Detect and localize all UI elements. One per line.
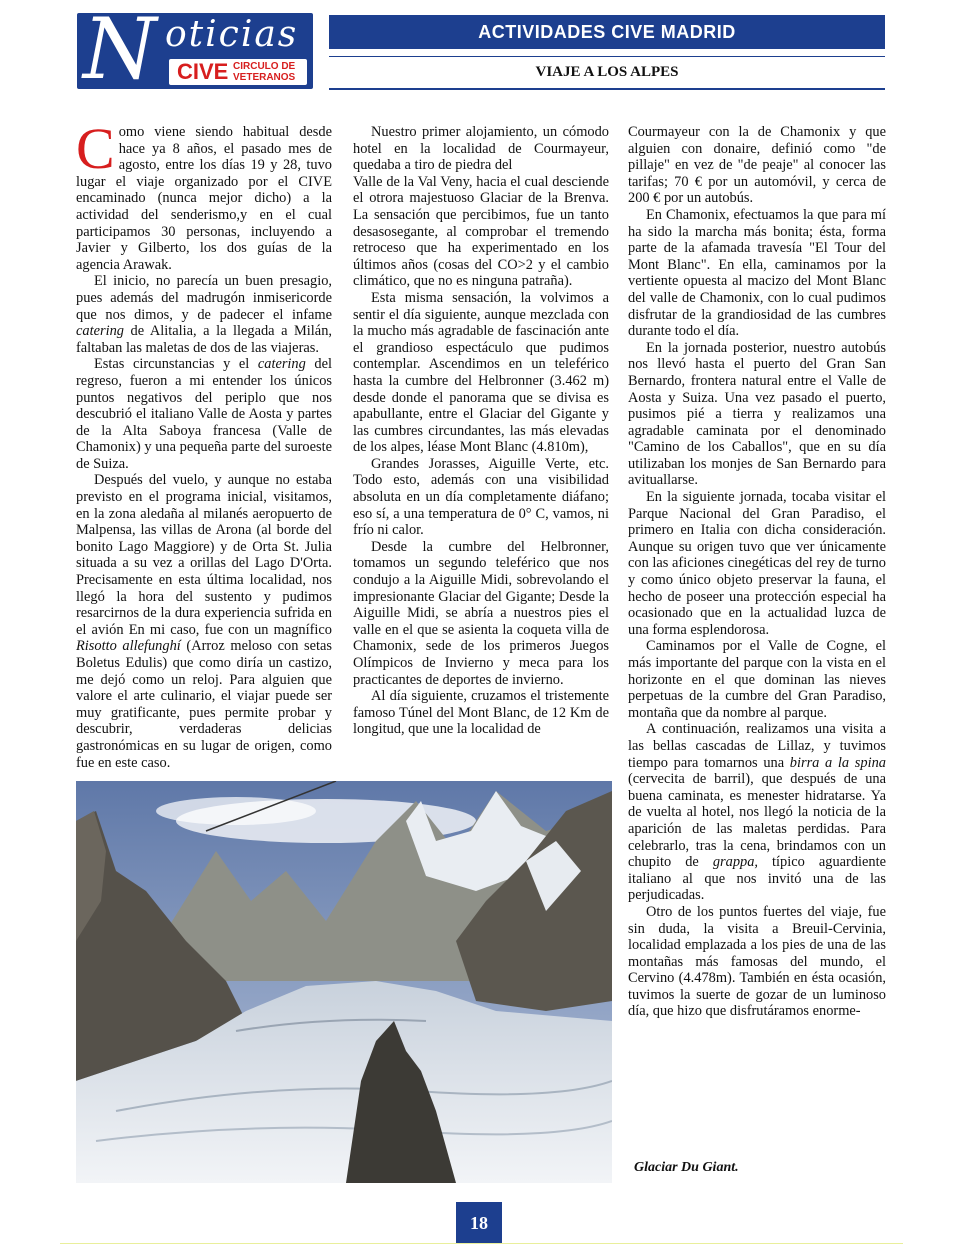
paragraph: Otro de los puntos fuertes del viaje, fue sin duda, la visita a Breuil-Cervinia, localidad emplazada a los pies de una de las montañas más famosas del mundo, el Cervino (4.478m). También en ésta ocasión, tuvimos la suerte de gozar de un luminoso día, que hizo que disfrutáramos enorme- (628, 903, 886, 1020)
cive-sub-line2: VETERANOS (233, 72, 296, 83)
glacier-photo-illustration (76, 781, 612, 1183)
text: A continuación, realizamos una visita a las bellas cascadas de Lillaz, y tuvimos tiempo para tomarnos una (628, 721, 886, 771)
text: Después del vuelo, y aunque no estaba previsto en el programa inicial, visitamos, en la zona aledaña al milanés aeropuerto de Malpensa, las villas de Arona (al borde del bonito Lago Maggiore) y de Orta St. Julia situada a su vez a orillas del Lago D'Orta. Precisamente en esta última localidad, nos llegó la hora del sustento y pudimos resarcirnos de la dura experiencia sufrida en el avión En mi caso, fue con un magnífico (76, 472, 332, 638)
title-rule-bottom (329, 88, 885, 90)
drop-cap: C (76, 116, 115, 181)
paragraph (76, 273, 332, 356)
emphasis: catering (257, 356, 306, 373)
text: del regreso, fueron a mi entender los únicos puntos negativos del periplo que nos descubrió el italiano Valle de Aosta y partes de la Alta Saboya francesa (Valle de Chamonix) y una pequeña parte del suroeste de Suiza. (76, 356, 333, 472)
paragraph: Grandes Jorasses, Aiguille Verte, etc. Todo esto, además con una visibilidad absoluta en un día completamente diáfano; eso sí, a una temperatura de 0° C, vamos, ni frío ni calor. (353, 455, 609, 539)
paragraph: En la siguiente jornada, tocaba visitar el Parque Nacional del Gran Paradiso, el primero en Italia con dicha consideración. Aunque su origen tuvo que ver únicamente con las aficiones cinegéticas del rey de turno y como único objeto preservar la fauna, el hecho de poseer una protección especial ha ocasionado que en la actualidad luzca de una forma esplendorosa. (628, 489, 886, 638)
paragraph: Esta misma sensación, la volvimos a sentir el día siguiente, aunque mezclada con la mucho más agradable de fascinación ante el grandioso espectáculo que pudimos contemplar. Ascendimos en un teleférico hasta la cumbre del Helbronner (3.462 m) desde donde el panorama que se divisa es apabullante, entre el Glaciar del Gigante y las cumbres circundantes, las más elevadas de los alpes, léase Mont Blanc (4.810m), (353, 289, 609, 456)
paragraph (76, 356, 332, 472)
paragraph (628, 721, 886, 904)
text: omo viene siendo habitual desde hace ya 8 años, el pasado mes de agosto, entre los días 19 y 28, tuvo lugar el viaje organizado por el CIVE encaminado (nunca mejor dicho) a la actividad del senderismo,y en el cual participamos 30 personas, incluyendo a Javier y Gilberto, los dos guías de la agencia Arawak. (76, 124, 332, 273)
emphasis: Risotto allefunghí (76, 638, 181, 655)
emphasis: catering (76, 323, 124, 340)
paragraph: Nuestro primer alojamiento, un cómodo hotel en la localidad de Courmayeur, quedaba a tiro de piedra del (353, 124, 609, 174)
title-rule-top (329, 56, 885, 57)
text: (cervecita de barril), que después de una buena caminata, es menester hidratarse. Ya de vuelta al hotel, nos llegó la noticia de la aparición de las maletas perdidas. Para celebrarlo, tras la cena, brindamos con un chupito de (628, 771, 886, 871)
article-column-2 (353, 124, 609, 738)
paragraph: Caminamos por el Valle de Cogne, el más importante del parque con la vista en el horizonte en el que dominan las nieves perpetuas de la cumbre del Gran Paradiso, montaña que da nombre al parque. (628, 638, 886, 721)
logo-word: oticias (165, 14, 299, 55)
noticias-logo (77, 13, 313, 89)
paragraph: Al día siguiente, cruzamos el tristemente famoso Túnel del Mont Blanc, de 12 Km de longitud, que une la localidad de (353, 688, 609, 738)
paragraph (76, 116, 332, 273)
logo-script-letter: N (83, 13, 157, 89)
text: de Alitalia, a la llegada a Milán, faltaban las maletas de dos de las viajeras. (76, 323, 332, 356)
article-title: VIAJE A LOS ALPES (535, 64, 679, 80)
emphasis: grappa, (712, 854, 759, 871)
paragraph (76, 472, 332, 771)
cive-sub-line1: CIRCULO DE (233, 61, 296, 72)
section-header: ACTIVIDADES CIVE MADRID (329, 15, 885, 49)
text: típico aguardiente italiano al que nos invitó una de las perjudicadas. (628, 854, 886, 904)
page-number: 18 (456, 1202, 502, 1244)
paragraph: En la jornada posterior, nuestro autobús nos llevó hasta el puerto del Gran San Bernardo, frontera natural entre el Valle de Aosta y Suiza. Una vez pasado el puerto, pusimos pié a tierra y realizamos una agradable caminata por el denominado "Camino de los Caballos", que en su día utilizaban los monjes de San Bernardo para avituallarse. (628, 339, 886, 489)
text: Estas circunstancias y el (94, 356, 258, 373)
cive-brand-sub (233, 61, 305, 83)
footer-line (60, 1243, 903, 1244)
paragraph: Valle de la Val Veny, hacia el cual desciende el otrora majestuoso Glaciar de la Brenva. La sensación que percibimos, fue un tanto desasosegante, al comprobar el tremendo retroceso que ha experimentado en los últimos años (cosas del CO>2 y el cambio climático, que no es ninguna patraña). (353, 173, 609, 290)
cive-brand: CIVE (177, 59, 229, 84)
paragraph: En Chamonix, efectuamos la que para mí ha sido la marcha más bonita; ésta, forma parte de la afamada travesía "El Tour del Mont Blanc". En ella, caminamos por la vertiente opuesta al macizo del Mont Blanc del valle de Chamonix, con lo cual pudimos disfrutar de la grandiosidad de las cumbres durante todo el día. (628, 206, 886, 340)
text: (Arroz meloso con setas Boletus Edulis) que como diría un castizo, me dejó como un reloj. Para alguien que valore el arte culinario, el viajar puede ser muy gratificante, pues permite probar y descubrir, verdaderas delicias gastronómicas en su lugar de origen, como fue en este caso. (76, 638, 332, 771)
paragraph: Courmayeur con la de Chamonix y que alguien con donaire, definió como "de pillaje" en vez de "de peaje" al conocer las tarifas; 70 € por un automóvil, y cerca de 200 € por un autobús. (628, 124, 886, 207)
article-column-3 (628, 124, 886, 1020)
emphasis: birra a la spina (789, 754, 886, 771)
paragraph: Desde la cumbre del Helbronner, tomamos un segundo teleférico que nos condujo a la Aiguille Midi, sobrevolando el impresionante Glaciar del Gigante; Desde la Aiguille Midi, se abría a nuestros pies el valle en el que se asienta la coqueta villa de Chamonix, sede de los primeros Juegos Olímpicos de Invierno y meca para los practicantes de deportes de invierno. (353, 538, 609, 688)
text: El inicio, no parecía un buen presagio, pues además del madrugón inmisericorde que nos dimos, y de padecer el infame (76, 273, 332, 323)
glacier-photo (76, 781, 612, 1183)
photo-caption: Glaciar Du Giant. (634, 1160, 739, 1175)
cive-brand-box (169, 59, 307, 85)
article-column-1 (76, 116, 333, 771)
